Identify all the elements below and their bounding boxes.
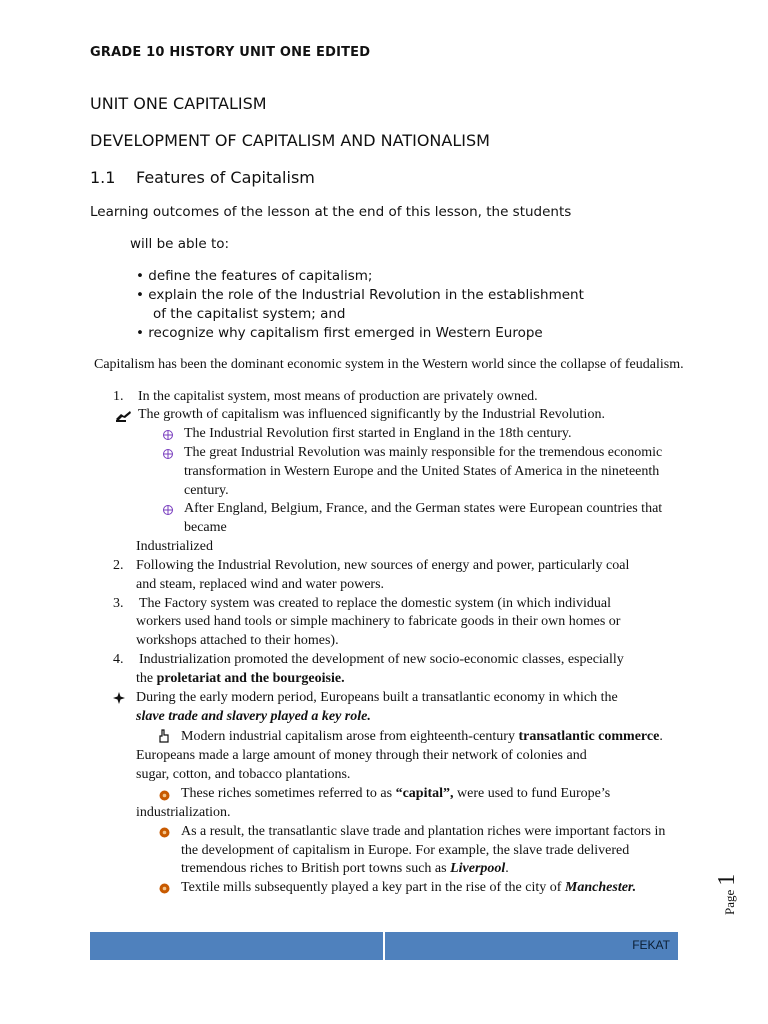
section-number: 1.1 — [90, 168, 116, 187]
list-item-text: The growth of capitalism was influenced significantly by the Industrial Revolution. — [138, 407, 605, 422]
document-header: GRADE 10 HISTORY UNIT ONE EDITED — [90, 45, 371, 60]
text-run: These riches sometimes referred to as — [181, 786, 396, 801]
list-item-text-cont: slave trade and slavery played a key role. — [136, 709, 371, 724]
list-item-text-cont: and steam, replaced wind and water powers. — [136, 577, 385, 592]
list-item-text-cont: workshops attached to their homes). — [136, 633, 339, 648]
sub-item-text-cont: century. — [184, 483, 229, 498]
list-item-text — [181, 729, 663, 745]
text-run: . — [659, 729, 663, 744]
list-item-text: As a result, the transatlantic slave trade and plantation riches were important factors in — [181, 824, 666, 839]
learning-outcomes-intro-cont: will be able to: — [130, 236, 230, 252]
learning-outcome-text: recognize why capitalism first emerged in Western Europe — [148, 325, 543, 341]
diamond-bullet-icon — [113, 692, 125, 704]
orange-dot-bullet-icon — [159, 883, 170, 894]
sub-item-text: After England, Belgium, France, and the German states were European countries that — [184, 501, 663, 516]
page-number: 1 — [714, 873, 740, 886]
bold-text: transatlantic commerce — [518, 729, 660, 744]
list-item-text-cont — [136, 671, 345, 687]
body-text: Europeans made a large amount of money through their network of colonies and — [136, 748, 587, 763]
list-item-text-cont: the development of capitalism in Europe. For example, the slave trade delivered — [181, 843, 630, 858]
list-item-text: During the early modern period, Europeans built a transatlantic economy in which the — [136, 690, 618, 705]
list-number: 3. — [113, 596, 124, 611]
bold-text: “capital”, — [395, 786, 454, 801]
list-item-text: In the capitalist system, most means of production are privately owned. — [138, 389, 538, 404]
sub-item-text: The Industrial Revolution first started in England in the 18th century. — [184, 426, 572, 441]
footer-label: FEKAT — [632, 938, 670, 952]
sub-item-text: The great Industrial Revolution was mainly responsible for the tremendous economic — [184, 445, 663, 460]
intro-paragraph: Capitalism has been the dominant economic system in the Western world since the collapse of feudalism. — [94, 357, 684, 372]
text-run: . — [505, 861, 509, 876]
learning-outcome-item — [136, 287, 584, 303]
learning-outcome-text: explain the role of the Industrial Revolution in the establishment — [148, 287, 584, 303]
text-run: Textile mills subsequently played a key part in the rise of the city of — [181, 880, 565, 895]
list-item-text — [181, 786, 610, 802]
text-run: the — [136, 671, 157, 686]
writing-hand-icon — [115, 409, 133, 423]
bold-text: proletariat and the bourgeoisie. — [156, 671, 345, 686]
body-text: industrialization. — [136, 805, 231, 820]
list-item-text-cont: workers used hand tools or simple machinery to fabricate goods in their own homes or — [136, 614, 621, 629]
sub-item-text-cont: transformation in Western Europe and the United States of America in the nineteenth — [184, 464, 660, 479]
list-item-text: The Factory system was created to replace the domestic system (in which individual — [139, 596, 611, 611]
unit-title: UNIT ONE CAPITALISM — [90, 94, 267, 113]
learning-outcome-item — [136, 325, 543, 341]
learning-outcomes-intro: Learning outcomes of the lesson at the end of this lesson, the students — [90, 204, 572, 220]
sub-item-text-cont: became — [184, 520, 227, 535]
crosshair-bullet-icon — [162, 429, 174, 441]
bold-italic-text: Manchester. — [564, 880, 637, 895]
learning-outcome-item — [136, 268, 372, 284]
bullet-icon: • — [136, 287, 144, 303]
development-title: DEVELOPMENT OF CAPITALISM AND NATIONALISM — [90, 131, 490, 150]
bullet-icon: • — [136, 268, 144, 284]
body-text: Industrialized — [136, 539, 213, 554]
text-run: Modern industrial capitalism arose from eighteenth-century — [181, 729, 519, 744]
list-number: 2. — [113, 558, 124, 573]
learning-outcome-text: define the features of capitalism; — [148, 268, 373, 284]
orange-dot-bullet-icon — [159, 827, 170, 838]
orange-dot-bullet-icon — [159, 790, 170, 801]
list-item-text — [181, 880, 636, 896]
text-run: tremendous riches to British port towns such as — [181, 861, 451, 876]
list-item-text: Industrialization promoted the development of new socio-economic classes, especially — [139, 652, 624, 667]
learning-outcome-text-cont: of the capitalist system; and — [153, 306, 346, 322]
list-item-text-cont — [181, 861, 509, 877]
pointing-hand-icon — [158, 729, 170, 743]
footer-divider — [383, 932, 385, 960]
crosshair-bullet-icon — [162, 448, 174, 460]
bullet-icon: • — [136, 325, 144, 341]
section-title-text: Features of Capitalism — [136, 168, 315, 187]
page-word: Page — [722, 889, 737, 915]
bold-italic-text: Liverpool — [450, 861, 506, 876]
list-number: 4. — [113, 652, 124, 667]
page-number-label — [714, 855, 744, 915]
text-run: were used to fund Europe’s — [453, 786, 611, 801]
list-item-text: Following the Industrial Revolution, new sources of energy and power, particularly coal — [136, 558, 630, 573]
body-text: sugar, cotton, and tobacco plantations. — [136, 767, 351, 782]
list-number: 1. — [113, 389, 124, 404]
crosshair-bullet-icon — [162, 504, 174, 516]
section-title — [90, 168, 315, 187]
